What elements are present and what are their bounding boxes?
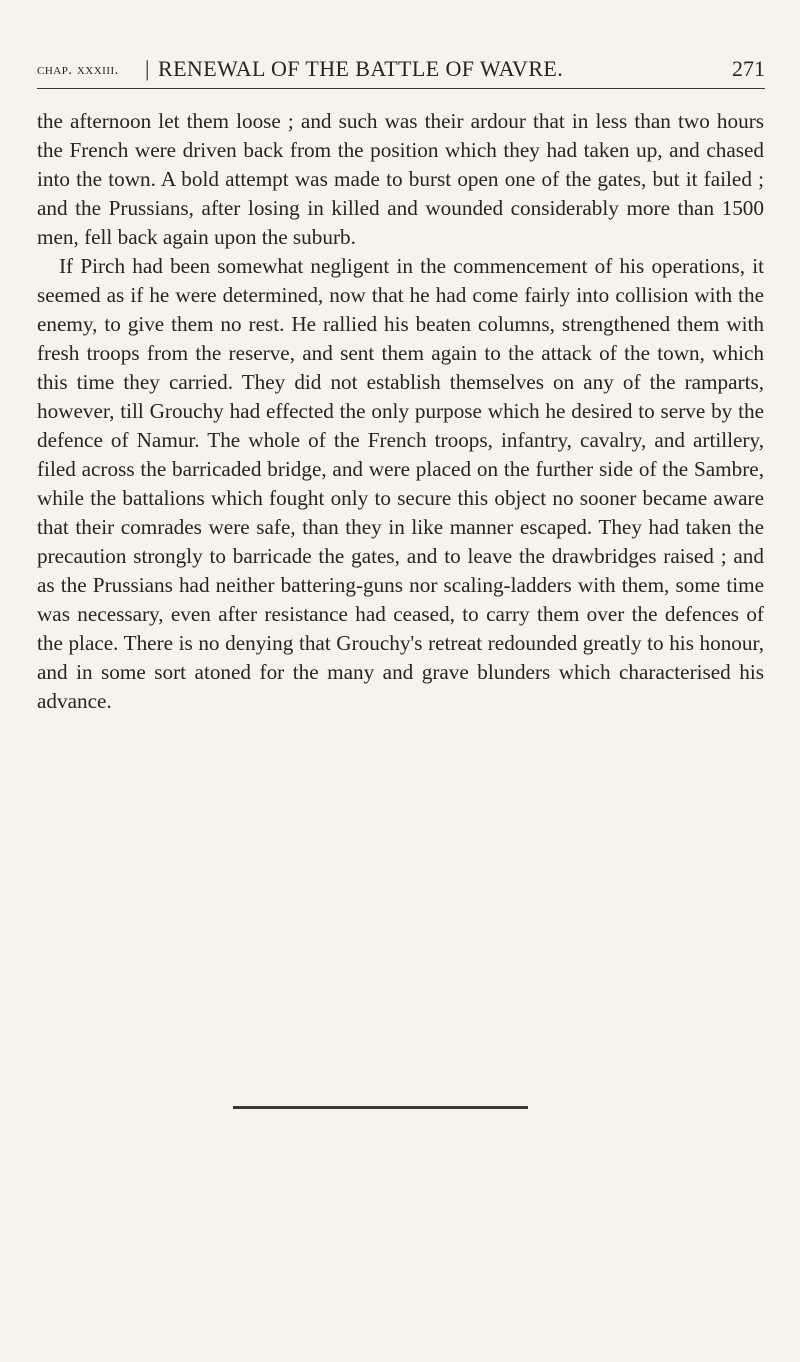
- paragraph-continued: the afternoon let them loose ; and such was their ardour that in less than two hours the French were driven back from the position which they had taken up, and chased into the town. A bold attempt was made to burst open one of the gates, but it failed ; and the Prussians, after losing in killed and wounded considerably more than 1500 men, fell back again upon the suburb.: [37, 109, 764, 249]
- running-head: [37, 52, 767, 92]
- paragraph-pirch: If Pirch had been somewhat negligent in the commencement of his operations, it seemed as if he were determined, now that he had come fairly into collision with the enemy, to give them no rest. He rallied his beaten columns, strengthened them with fresh troops from the reserve, and sent them again to the attack of the town, which this time they carried. They did not establish themselves on any of the ramparts, however, till Grouchy had effected the only purpose which he desired to serve by the defence of Namur. The whole of the French troops, infantry, cavalry, and artillery, filed across the barricaded bridge, and were placed on the further side of the Sambre, while the battalions which fought only to secure this object no sooner became aware that their comrades were safe, than they in like manner escaped. They had taken the precaution strongly to barricade the gates, and to leave the drawbridges raised ; and as the Prussians had neither battering-guns nor scaling-ladders with them, some time was necessary, even after resistance had ceased, to carry them over the defences of the place. There is no denying that Grouchy's retreat redounded greatly to his honour, and in some sort atoned for the many and grave blunders which characterised his advance.: [37, 254, 764, 713]
- running-head-separator: |: [145, 56, 150, 81]
- section-end-rule: [233, 1106, 528, 1109]
- header-rule: [37, 88, 765, 89]
- chapter-label: chap. xxxiii.: [37, 62, 119, 78]
- body-text: [37, 107, 764, 716]
- running-head-title: RENEWAL OF THE BATTLE OF WAVRE.: [158, 56, 564, 81]
- page-number: 271: [732, 56, 765, 81]
